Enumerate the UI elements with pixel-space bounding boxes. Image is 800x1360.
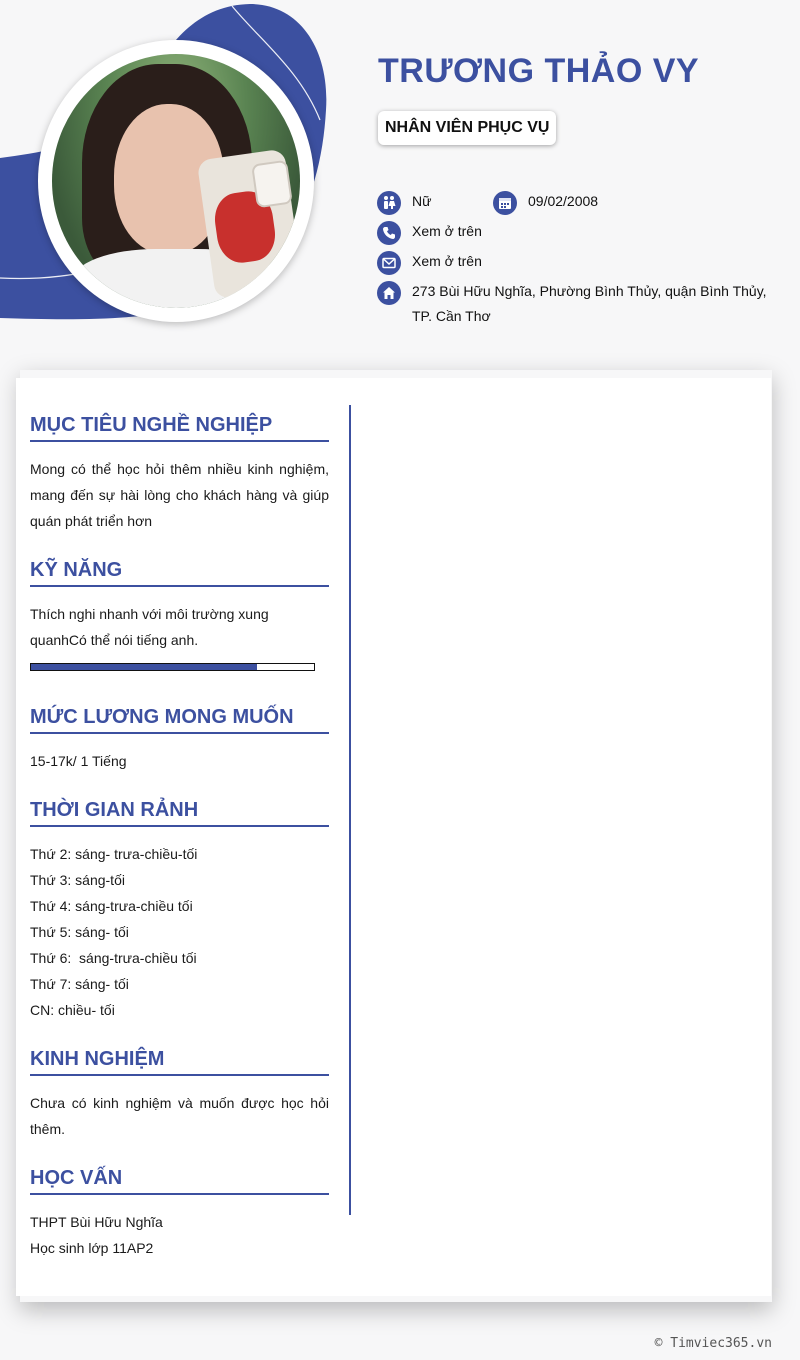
section-title: MỨC LƯƠNG MONG MUỐN <box>30 706 329 734</box>
skills-text: Thích nghi nhanh với môi trường xung quanhCó thể nói tiếng anh. <box>30 606 269 648</box>
list-item: Học sinh lớp 11AP2 <box>30 1240 154 1256</box>
home-icon <box>377 281 401 305</box>
gender-value: Nữ <box>412 193 432 209</box>
section-objective <box>30 414 329 534</box>
avatar <box>52 54 300 308</box>
candidate-name: TRƯƠNG THẢO VY <box>378 52 700 90</box>
footer-watermark: © Timviec365.vn <box>654 1336 772 1351</box>
list-item: THPT Bùi Hữu Nghĩa <box>30 1214 163 1230</box>
phone-icon <box>377 221 401 245</box>
section-title: KỸ NĂNG <box>30 559 329 587</box>
phone-row <box>377 225 482 245</box>
list-item: Thứ 6: sáng-trưa-chiều tối <box>30 950 197 966</box>
column-divider <box>349 405 351 1215</box>
list-item: Thứ 5: sáng- tối <box>30 924 129 940</box>
section-title: MỤC TIÊU NGHỀ NGHIỆP <box>30 414 329 442</box>
section-education <box>30 1167 329 1261</box>
list-item: CN: chiều- tối <box>30 1002 115 1018</box>
address-row <box>377 285 767 329</box>
section-availability <box>30 799 329 1023</box>
gender-icon <box>377 191 401 215</box>
salary-text: 15-17k/ 1 Tiếng <box>30 753 127 769</box>
mail-icon <box>377 251 401 275</box>
list-item: Thứ 7: sáng- tối <box>30 976 129 992</box>
calendar-icon <box>493 191 517 215</box>
availability-list <box>30 841 329 1023</box>
list-item: Thứ 4: sáng-trưa-chiều tối <box>30 898 193 914</box>
birthday-value: 09/02/2008 <box>528 193 599 209</box>
section-title: THỜI GIAN RẢNH <box>30 799 329 827</box>
education-list <box>30 1209 329 1261</box>
gender-row <box>377 195 431 215</box>
list-item: Thứ 3: sáng-tối <box>30 872 125 888</box>
birthday-row <box>493 195 598 215</box>
skill-level-fill <box>31 664 257 670</box>
avatar-frame <box>38 40 314 322</box>
section-skills <box>30 559 329 671</box>
job-title-badge: NHÂN VIÊN PHỤC VỤ <box>378 111 556 145</box>
phone-value: Xem ở trên <box>412 223 482 239</box>
address-value: 273 Bùi Hữu Nghĩa, Phường Bình Thủy, quận Bình Thủy, TP. Cần Thơ <box>412 283 767 324</box>
email-row <box>377 255 482 275</box>
skill-level-bar <box>30 663 315 671</box>
section-title: HỌC VẤN <box>30 1167 329 1195</box>
email-value: Xem ở trên <box>412 253 482 269</box>
objective-text: Mong có thể học hỏi thêm nhiều kinh nghiệm, mang đến sự hài lòng cho khách hàng và giúp quán phát triển hơn <box>30 461 329 529</box>
experience-text: Chưa có kinh nghiệm và muốn được học hỏi thêm. <box>30 1095 329 1137</box>
list-item: Thứ 2: sáng- trưa-chiều-tối <box>30 846 198 862</box>
section-salary <box>30 706 329 774</box>
section-experience <box>30 1048 329 1142</box>
section-title: KINH NGHIỆM <box>30 1048 329 1076</box>
